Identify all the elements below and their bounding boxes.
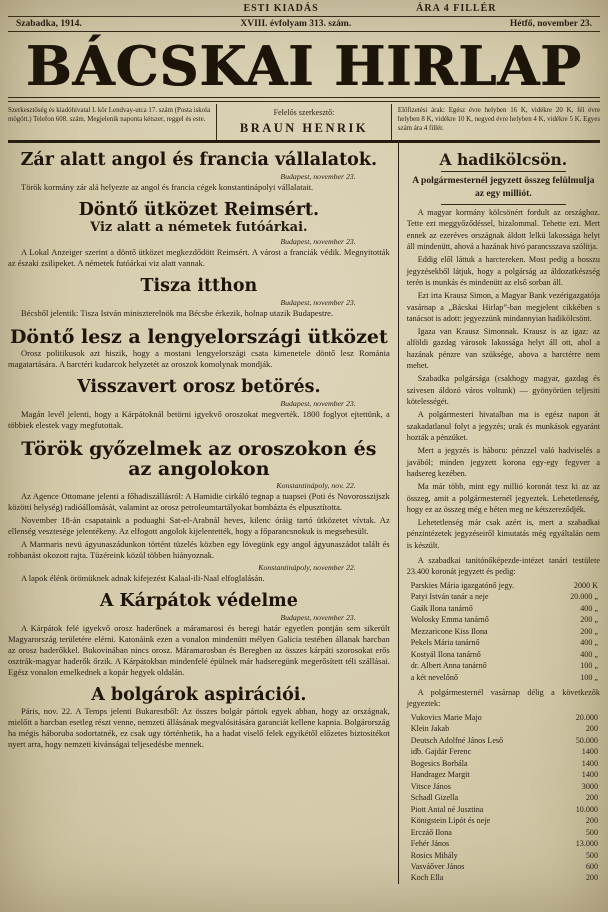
date-bar — [8, 16, 600, 32]
article-karpatok-vedelme — [8, 592, 390, 678]
page-header — [0, 0, 608, 143]
subscriber-row — [407, 614, 600, 625]
editor-name: BRAUN HENRIK — [239, 121, 369, 136]
subscriber-row — [407, 827, 600, 838]
subscriber-name: Piott Antal né Jusztina — [410, 804, 484, 814]
subscriber-row — [407, 792, 600, 803]
info-bar — [8, 104, 600, 143]
edition-label: ESTI KIADÁS — [243, 3, 319, 14]
subscriber-amount: 200 „ — [580, 615, 598, 625]
editor-label: Felelős szerkesztő: — [273, 108, 335, 118]
subscriber-row — [407, 637, 600, 648]
subscriber-name: Schadl Gizella — [410, 793, 459, 803]
article-dateline: Budapest, november 23. — [280, 171, 356, 181]
subscriber-list-intro: A polgármesternél vasárnap délig a következők jegyeztek: — [406, 688, 600, 709]
article-paragraph: Ezt irta Krausz Simon, a Magyar Bank vezérigazgatója vasárnap a „Bácskai Hirlap”-ban megjelent cikkében s tanácsot is adott: jegyezzünk mindannyian hadikölcsönt. — [406, 291, 600, 323]
subscriber-amount: 400 „ — [580, 603, 598, 613]
article-paragraph: A Lokal Anzeiger szerint a döntő ütközet megkezdődött Reimsért. A várost a franciák védik. Megnyitották az északi zsilipeket. A németek futóárkai viz alatt vannak. — [8, 247, 390, 269]
subscriber-amount: 20.000 „ — [570, 592, 598, 602]
left-column — [8, 143, 399, 884]
subscriber-amount: 100 „ — [580, 672, 598, 682]
subscriber-name: idb. Gajdár Ferenc — [410, 747, 472, 757]
subscriber-name: Koch Ella — [410, 873, 444, 883]
subscriber-row — [407, 758, 600, 769]
article-paragraph: Az Agence Ottomane jelenti a főhadiszállásról: A Hamidie cirkáló tegnap a tuapsei (Poti és Novorosszijszk közötti helység) radióállomását, valamint az orosz petroleumtartályokat bombázta és elpusztította. — [8, 491, 390, 513]
article-paragraph: A lapok élénk örömüknek adnak kifejezést Kalaal-ili-Naal elfoglalásán. — [21, 573, 265, 584]
subheadline-rule — [441, 204, 566, 205]
article-bolgarok-aspiracioi — [8, 686, 390, 750]
article-paragraph: A Marmaris nevü ágyunaszádunkon történt tüzelés közben egy lövegünk egy angol ágyunaszádot talált és robbanást okozott rajta. Tüzéreink közül többen hiányoznak. — [8, 539, 390, 561]
article-headline: Döntő ütközet Reimsért. — [78, 199, 320, 220]
article-headline: Török győzelmek az oroszokon és az angolokon — [21, 437, 377, 480]
article-paragraph: Lehetetlenség már csak azért is, mert a szabadkai pénzintézetek jegyzéseiről kimutatás még egyáltalán nem is készült. — [406, 518, 600, 550]
article-paragraph: Ma már több, mint egy millió koronát tesz ki az az összeg, amit a polgármesternél jegyeztek. Lehetetlenség, hogy ez az összeg még e héten meg ne kétszereződjék. — [406, 482, 600, 514]
subscriber-name: Vukovics Marie Majo — [410, 712, 482, 722]
subscriber-amount: 200 — [585, 873, 598, 883]
subscriber-name: Patyi István tanár a neje — [410, 592, 489, 602]
subscriber-row — [407, 804, 600, 815]
subscriber-row — [407, 712, 600, 723]
article-dateline: Budapest, november 23. — [280, 398, 356, 408]
subscriber-row — [407, 861, 600, 872]
headline-rule — [441, 171, 566, 172]
article-paragraph: Török kormány zár alá helyezte az angol és francia cégek konstantinápolyi vállalatait. — [21, 181, 314, 192]
subscriber-row — [407, 580, 600, 591]
subscriber-amount: 13.000 — [575, 839, 598, 849]
subscriber-name: Gaák Ilona tanárnő — [410, 603, 473, 613]
subscriber-amount: 100 „ — [580, 661, 598, 671]
article-paragraph: A magyar kormány kölcsönért fordult az országhoz. Tette ezt meggyőződéssel, bizalommal. Tehette ezt. Mert ennek az ezeréves országnak áldott lelkü lakossága helyt áll mindenütt, ahová a hazának hivó parancsszava szólitja. — [406, 208, 600, 251]
subscriber-name: Deutsch Adolfné János Leső — [410, 735, 504, 745]
article-zar-alatt — [8, 151, 390, 193]
editor-block — [216, 104, 392, 140]
place-date: Szabadka, 1914. — [16, 19, 82, 29]
subscriber-name: Pekels Mária tanárnő — [410, 638, 480, 648]
subscriber-row — [407, 603, 600, 614]
article-headline: Zár alatt angol és francia vállalatok. — [20, 150, 378, 171]
subscriber-amount: 1400 — [581, 747, 598, 757]
subscriber-row — [407, 649, 600, 660]
article-paragraph: Szabadka polgársága (csakhogy magyar, gazdag és szivesen áldozó város voltunk) — gyönyörüen teljesiti kötelességét. — [406, 374, 600, 407]
article-dateline: Konstantinápoly, nov. 22. — [276, 481, 356, 491]
volume-issue: XVIII. évfolyam 313. szám. — [240, 19, 352, 29]
subscriber-name: Parskies Mária igazgatónő jegy. — [410, 580, 515, 590]
subscriber-amount: 1400 — [581, 770, 598, 780]
subscriber-name: a két nevelőnő — [410, 672, 458, 682]
subscriber-row — [407, 872, 600, 883]
subscriber-row — [407, 838, 600, 849]
subscriber-name: Kostyál Ilona tanárnő — [410, 649, 481, 659]
subscriber-amount: 10.000 — [575, 804, 598, 814]
article-paragraph: Páris, nov. 22. A Temps jelenti Bukarestből: Az összes bolgár pártok egyek abban, hogy az országnak, mielőtt a harcban esetleg részt venne, nemzeti állásának megvalósitására garanciát kellene kapnia. Bolgárország ha mégis háboruba sodortatnék, ez csak ugy történhetik, ha a hadat viselő felek egyikétől előzetes biztositékot nyert arra, hogy nemzeti kivánságai teljesedésbe mennek. — [8, 705, 390, 749]
subscription-info: Előfizetési árak: Egész évre helyben 16 K, vidékre 20 K, fél évre helyben 8 K, vidékre 10 K, negyed évre helyben 4 K, vidékre 5 K. Egyes szám ára 4 fillér. — [397, 107, 600, 133]
article-headline: A Kárpátok védelme — [99, 591, 298, 612]
main-content — [0, 143, 608, 884]
price-label: ÁRA 4 FILLÉR — [416, 3, 497, 14]
subscriber-list-intro: A szabadkai tanitónőképezde-intézet tanári testülete 23.400 koronát jegyzett és pedig: — [406, 556, 600, 577]
article-headline: A hadikölcsön. — [439, 150, 568, 170]
subscriber-amount: 20.000 — [575, 712, 598, 722]
subscriber-name: Bogesics Borbála — [410, 758, 468, 768]
masthead-title: BÁCSKAI HIRLAP — [26, 34, 582, 98]
subscriber-name: Klein Jakab — [410, 724, 450, 734]
article-dateline: Konstantinápoly, november 22. — [258, 563, 356, 573]
subscriber-row — [407, 626, 600, 637]
subscriber-row — [407, 815, 600, 826]
article-dateline: Budapest, november 23. — [280, 612, 356, 622]
subscriber-name: Rosics Mihály — [410, 850, 458, 860]
article-subheadline: A polgármesternél jegyzett összeg felülmulja az egy milliót. — [412, 175, 595, 199]
subscriber-row — [407, 735, 600, 746]
subscriber-amount: 200 „ — [580, 626, 598, 636]
article-torok-gyozelmek — [8, 439, 390, 585]
subscriber-row — [407, 781, 600, 792]
subscriber-amount: 3000 — [581, 781, 598, 791]
article-paragraph: A polgármesteri hivatalban ma is egész napon át szakadatlanul folyt a jegyzés; urak és munkások egyaránt hozták a pénzüket. — [406, 410, 600, 442]
article-headline: Visszavert orosz betörés. — [77, 377, 321, 398]
subscriber-row — [407, 746, 600, 757]
article-donto-utkozet-reimsert — [8, 201, 390, 270]
subscriber-amount: 200 — [585, 724, 598, 734]
subscriber-row — [407, 660, 600, 671]
subscriber-name: Vitsce János — [410, 781, 451, 791]
article-paragraph: A Kárpátok felé igyekvő orosz haderőnek a máramarosi és beregi határ egyetlen pontján sem sikerült Magyarország területére elérni. Katonáink ezen a vonalon mindenütt mélyen Galicia testében állanak harcban az orosz haderőkkel. Bukovinában nincs orosz. Máramarosban és Beregben az összes kárpáti szorosokat erős osztrák-magyar haderők őrzik. A Kárpátokban mindenfelé épülnek már hadseregünk megerősített téli szállásai. Egész vonalon emelkednek a kopár hegyek oldalán. — [8, 622, 390, 678]
subscriber-row — [407, 769, 600, 780]
subscriber-row — [407, 723, 600, 734]
article-paragraph: Bécsből jelentik: Tisza István miniszterelnök ma Bécsbe érkezik, holnap utazik Budapestre. — [21, 307, 334, 318]
subscriber-amount: 400 „ — [580, 638, 598, 648]
subscriber-amount: 600 — [585, 861, 598, 871]
article-dateline: Budapest, november 23. — [280, 297, 356, 307]
article-paragraph: November 18-án csapataink a poduaghi Sat-el-Arabnál heves, kilenc óráig tartó ütközetet vívtak. Az ellenség vesztesége jelentékeny. Az elfogott angolok kijelentették, hogy a főparancsnokuk is megsebesült. — [8, 515, 390, 537]
article-visszavert-betores — [8, 378, 390, 431]
article-paragraph: Orosz politikusok azt hiszik, hogy a mostani lengyelországi csata kimenetele döntő lesz Románia magatartására. A harctéri kudarcok helyzetét az oroszok komolynak mondják. — [8, 348, 390, 370]
subscriber-name: Vasváőver János — [410, 861, 465, 871]
subscriber-row — [407, 850, 600, 861]
article-paragraph: Igaza van Krausz Simonnak. Krausz is az igaz: az alföldi gazdag városok lakossága helyt áll ott, ahol a hazának pénzre van szüksége, ahova a harctérre nem mehet. — [406, 327, 600, 371]
subscriber-name: Wolosky Emma tanárnő — [410, 615, 489, 625]
article-headline: A bolgárok aspirációi. — [91, 685, 307, 706]
subscriber-name: Erczáő Ilona — [410, 827, 452, 837]
top-strip — [0, 0, 608, 15]
subscriber-amount: 200 — [585, 793, 598, 803]
subscriber-name: Fehér János — [410, 839, 450, 849]
subscriber-amount: 500 — [585, 850, 598, 860]
article-tisza-itthon — [8, 277, 390, 319]
subscriber-row — [407, 672, 600, 683]
subscriber-amount: 1400 — [581, 758, 598, 768]
subscriber-amount: 500 — [585, 827, 598, 837]
subscriber-amount: 400 „ — [580, 649, 598, 659]
article-headline: Tisza itthon — [140, 276, 258, 297]
subscriber-amount: 2000 K — [573, 580, 598, 590]
office-info: Szerkesztőség és kiadóhivatal I. kör Lendvay-utca 17. szám (Posta iskola mögött.) Telefon 608. szám. Megjelenik naponta kétszer, reggel és este. — [8, 107, 211, 124]
right-column — [399, 143, 600, 884]
article-subheadline: Viz alatt a németek futóárkai. — [90, 220, 308, 236]
article-paragraph: Magán levél jelenti, hogy a Kárpátoknál betörni igyekvő oroszokat megverték. 1800 foglyot ejtettünk, a többiek elestek vagy megfutottak. — [8, 408, 390, 430]
article-lengyelorszagi-utkozet — [8, 327, 390, 370]
article-headline: Döntő lesz a lengyelországi ütközet — [9, 325, 388, 348]
subscriber-amount: 200 — [585, 816, 598, 826]
subscriber-name: Handragez Margit — [410, 770, 470, 780]
article-paragraph: Mert a jegyzés is háboru: pénzzel való hadviselés a javából; minden jegyzett korona egy-egy fegyver a hadsereg kezében. — [406, 446, 600, 478]
article-dateline: Budapest, november 23. — [280, 237, 356, 247]
weekday-date: Hétfő, november 23. — [509, 19, 592, 29]
subscriber-amount: 50.000 — [575, 735, 598, 745]
article-paragraph: Eddig elől láttuk a harctereken. Most pedig a hosszu jegyzésekből látjuk, hogy a polgárság az áldozatkészség terén is munkás és mindenütt az első sorban áll. — [406, 255, 600, 287]
subscriber-name: Königstein Lipót és neje — [410, 816, 491, 826]
subscriber-name: Mezzaricone Kiss Ilona — [410, 626, 488, 636]
subscriber-row — [407, 591, 600, 602]
subscriber-name: dr. Albert Anna tanárnő — [410, 661, 487, 671]
